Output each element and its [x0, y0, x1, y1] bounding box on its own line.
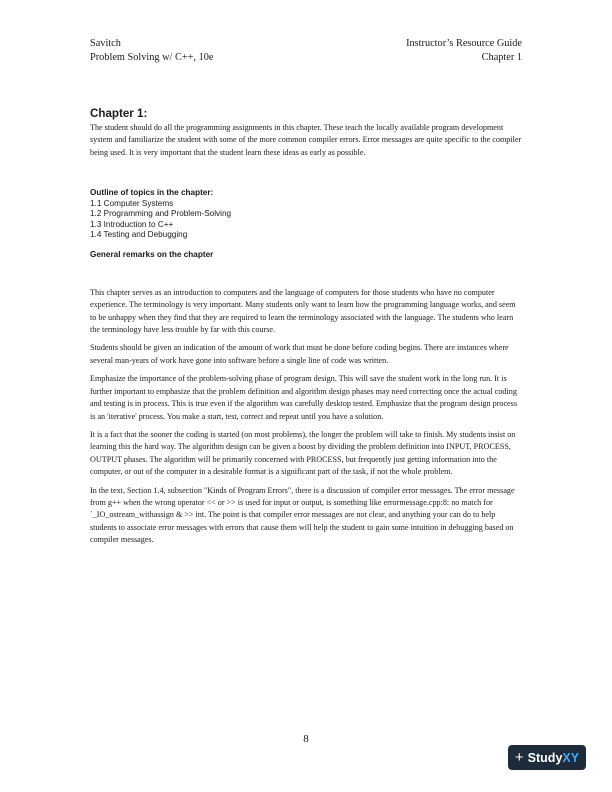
outline-item: 1.1 Computer Systems: [90, 198, 174, 208]
body-paragraph: Emphasize the importance of the problem-solving phase of program design. This will save the student work in the long run. It is further important to emphasize that the problem definition and algorithm design phases may need correcting once the actual coding and testing is in process. This is true even if the algorithm was carefully desktop tested. Emphasize that the program design process is an 'iterative' process. You make a start, test, correct and repeat until you have a solution.: [90, 374, 517, 421]
badge-prefix: Study: [527, 750, 563, 765]
header-book-title: Problem Solving w/ C++, 10e: [90, 51, 214, 63]
page-header: [90, 37, 522, 64]
studyxy-badge[interactable]: [508, 745, 586, 770]
plus-icon: +: [514, 749, 524, 766]
page-number: 8: [303, 733, 309, 745]
outline-list: [90, 199, 522, 241]
body-paragraph: In the text, Section 1.4, subsection "Kinds of Program Errors", there is a discussion of compiler error messages. The error message from g++ when the wrong operator << or >> is used for input or output, is something like errormessage.cpp:8: no match for `_IO_ostream_withassign & >> int. The point is that compiler error messages are not clear, and anything your can do to help students to associate error messages with errors that cause them will help the student to gain some intuition in debugging based on compiler messages.: [90, 485, 515, 545]
body-paragraph: This chapter serves as an introduction to computers and the language of computers for those students who have no computer experience. The terminology is very important. Many students only want to learn how the programming language works, and seem to be unhappy when they find that they are required to learn the terminology associated with the language. The students who learn the terminology have less trouble by far with this course.: [90, 287, 516, 335]
intro-paragraph: The student should do all the programming assignments in this chapter. These teach the locally available program development system and familiarize the student with some of the more common compiler errors. Error messages are quite specific to the compiler being used. It is very important that the student learn these ideas as early as possible.: [90, 123, 522, 157]
outline-heading: Outline of topics in the chapter:: [90, 188, 214, 198]
outline-item: 1.2 Programming and Problem-Solving: [90, 209, 232, 219]
outline-item: 1.4 Testing and Debugging: [90, 229, 188, 239]
header-author: Savitch: [90, 38, 121, 49]
badge-suffix: XY: [562, 750, 580, 765]
remarks-heading: General remarks on the chapter: [90, 250, 214, 260]
page-content: [90, 107, 522, 547]
badge-label: [528, 751, 579, 765]
header-guide-title: Instructor’s Resource Guide: [406, 38, 522, 49]
body-paragraph: Students should be given an indication of the amount of work that must be done before coding begins. There are instances where several man-years of work have gone into software before a single line of code was written.: [90, 343, 509, 365]
chapter-title: Chapter 1:: [90, 107, 148, 120]
header-chapter: Chapter 1: [481, 51, 522, 63]
outline-item: 1.3 Introduction to C++: [90, 219, 174, 229]
body-paragraph: It is a fact that the sooner the coding is started (on most problems), the longer the problem will take to finish. My students insist on learning this the hard way. The algorithm design can be given a boost by dividing the problem definition into INPUT, PROCESS, OUTPUT phases. The algorithm will be primarily concerned with PROCESS, but frequently just getting information into the computer, or out of the computer in a desirable format is a significant part of the task, if not the whole problem.: [90, 429, 516, 477]
